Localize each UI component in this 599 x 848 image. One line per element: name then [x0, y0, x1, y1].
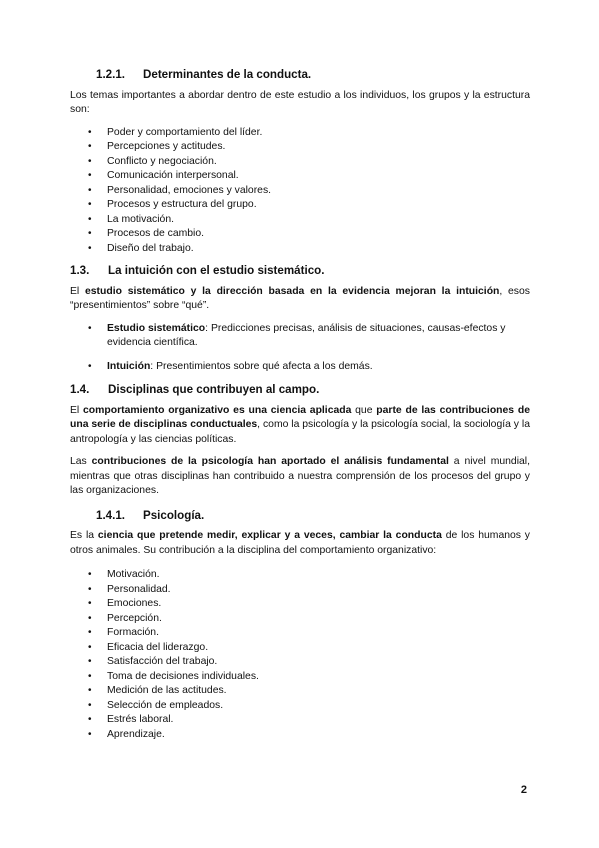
list-item: • Personalidad, emociones y valores. [70, 184, 530, 199]
heading-number: 1.2.1. [96, 68, 126, 81]
list-item: • Diseño del trabajo. [70, 242, 530, 257]
list-intuition [70, 322, 530, 375]
heading-1-4 [70, 383, 530, 398]
heading-title: La intuición con el estudio sistemático. [108, 264, 325, 277]
heading-1-3 [70, 264, 530, 279]
list-item: • Satisfacción del trabajo. [70, 655, 530, 670]
list-item: • Aprendizaje. [70, 728, 530, 743]
list-item: • Eficacia del liderazgo. [70, 641, 530, 656]
list-psychology [70, 568, 530, 742]
list-item: • Motivación. [70, 568, 530, 583]
heading-1-4-1 [96, 509, 530, 524]
heading-title: Disciplinas que contribuyen al campo. [108, 383, 320, 396]
list-item: • Formación. [70, 626, 530, 641]
heading-1-2-1 [96, 68, 530, 83]
list-item: • Conflicto y negociación. [70, 155, 530, 170]
list-item: • Intuición: Presentimientos sobre qué afecta a los demás. [70, 360, 530, 375]
list-item: • Procesos de cambio. [70, 227, 530, 242]
paragraph-disciplines: El comportamiento organizativo es una ciencia aplicada que parte de las contribuciones de una serie de disciplinas conductuales, como la psicología y la psicología social, la sociología y la antropología y las ciencias políticas. [70, 404, 530, 445]
heading-title: Determinantes de la conducta. [143, 68, 312, 81]
list-item: • Percepción. [70, 612, 530, 627]
heading-number: 1.4.1. [96, 508, 126, 522]
list-item: • Selección de empleados. [70, 699, 530, 714]
heading-number: 1.4. [70, 383, 90, 396]
list-item: • Personalidad. [70, 583, 530, 598]
list-item: • Medición de las actitudes. [70, 684, 530, 699]
list-item: • Emociones. [70, 597, 530, 612]
list-item: • Toma de decisiones individuales. [70, 670, 530, 685]
list-item: • Procesos y estructura del grupo. [70, 198, 530, 213]
paragraph-psychology-contributions: Las contribuciones de la psicología han aportado el análisis fundamental a nivel mundial, mientras que otras disciplinas han contribuido a nuestra comprensión de los procesos del grupo y las organizaciones. [70, 456, 530, 496]
list-item: • Comunicación interpersonal. [70, 169, 530, 184]
paragraph-intuition: El estudio sistemático y la dirección basada en la evidencia mejoran la intuición, esos “presentimientos” sobre “qué”. [70, 285, 530, 311]
list-item: • Percepciones y actitudes. [70, 140, 530, 155]
paragraph-topics-intro: Los temas importantes a abordar dentro de este estudio a los individuos, los grupos y la estructura son: [70, 89, 530, 115]
paragraph-psychology-definition: Es la ciencia que pretende medir, explicar y a veces, cambiar la conducta de los humanos y otros animales. Su contribución a la disciplina del comportamiento organizativo: [70, 530, 531, 556]
heading-number: 1.3. [70, 264, 90, 277]
document-page [70, 68, 530, 748]
list-item: • Estudio sistemático: Predicciones precisas, análisis de situaciones, causas-efectos y evidencia científica. [70, 322, 530, 351]
page-number: 2 [520, 784, 527, 796]
list-item: • Poder y comportamiento del líder. [70, 126, 530, 141]
list-item: • Estrés laboral. [70, 713, 530, 728]
list-item: • La motivación. [70, 213, 530, 228]
heading-title: Psicología. [143, 508, 205, 522]
list-determinants [70, 126, 530, 257]
